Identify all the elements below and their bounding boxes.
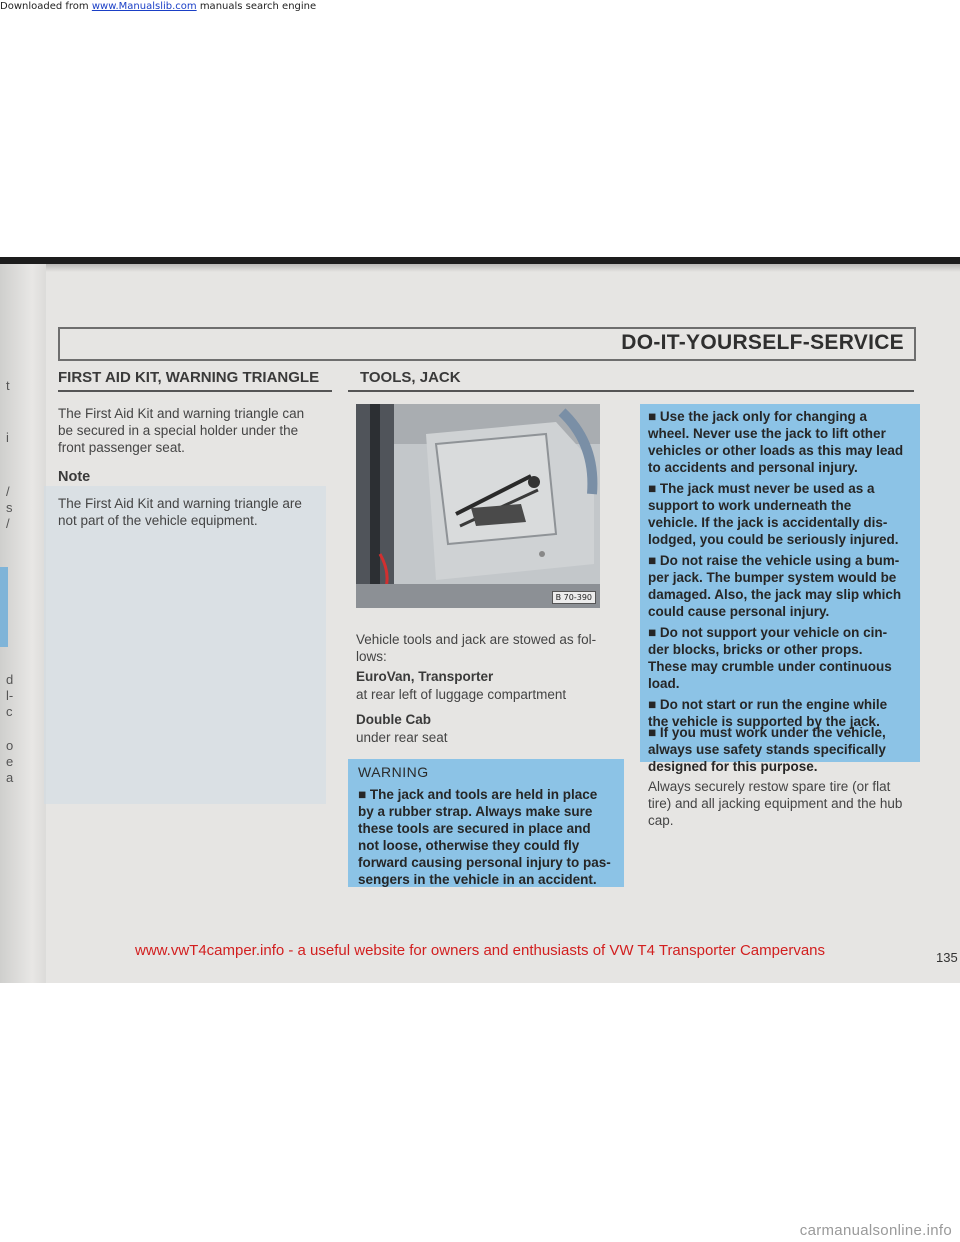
gutter-fragment: s <box>6 500 13 515</box>
jack-compartment-photo <box>356 404 600 608</box>
tools-intro <box>356 631 596 665</box>
text-line: vehicle. If the jack is accidentally dis- <box>648 515 888 530</box>
gutter-fragment: l- <box>6 688 14 703</box>
text-line: wheel. Never use the jack to lift other <box>648 426 886 441</box>
double-cab-label: Double Cab <box>356 712 432 727</box>
warning-bullet <box>648 408 922 476</box>
gutter-blue-strip <box>0 567 8 647</box>
section-header-box <box>58 327 916 361</box>
text-line: ■ Do not support your vehicle on cin- <box>648 625 888 640</box>
gutter-fragment: d <box>6 672 14 687</box>
text-line: The First Aid Kit and warning triangle can <box>58 406 305 421</box>
text-line: not part of the vehicle equipment. <box>58 513 258 528</box>
tools-jack-heading: TOOLS, JACK <box>360 369 461 386</box>
text-line: ■ Do not start or run the engine while <box>648 697 888 712</box>
gutter-fragment: t <box>6 378 10 393</box>
heading-rule-right <box>348 390 914 392</box>
manualslib-link[interactable]: www.Manualslib.com <box>91 1 197 12</box>
text-line: sengers in the vehicle in an accident. <box>358 872 597 887</box>
gutter-fragment: / <box>6 484 10 499</box>
text-line: the vehicle is supported by the jack. <box>648 714 880 729</box>
warning-bullet <box>648 624 922 692</box>
warning-title: WARNING <box>358 764 429 780</box>
text-line: ■ Do not raise the vehicle using a bum- <box>648 553 900 568</box>
first-aid-paragraph <box>58 405 304 456</box>
text-line: ■ If you must work under the vehicle, <box>648 725 886 740</box>
banner-suffix: manuals search engine <box>196 1 317 12</box>
text-line: Always securely restow spare tire (or flat <box>648 779 891 794</box>
banner-prefix: Downloaded from <box>0 1 92 12</box>
note-paragraph <box>58 495 302 529</box>
heading-rule-left <box>58 390 332 392</box>
text-line: could cause personal injury. <box>648 604 830 619</box>
photo-illustration <box>356 404 600 608</box>
text-line: These may crumble under continuous <box>648 659 892 674</box>
gutter-fragment: a <box>6 770 14 785</box>
eurovan-label: EuroVan, Transporter <box>356 669 494 684</box>
page-number: 135 <box>936 950 958 965</box>
text-line: ■ The jack must never be used as a <box>648 481 875 496</box>
page-top-edge <box>0 257 960 264</box>
gutter-fragment: o <box>6 738 14 753</box>
text-line: load. <box>648 676 680 691</box>
figure-code: B 70-390 <box>552 591 596 604</box>
text-line: support to work underneath the <box>648 498 852 513</box>
warning-bullet <box>648 724 922 775</box>
warning-bullet <box>648 552 922 620</box>
text-line: lodged, you could be seriously injured. <box>648 532 899 547</box>
double-cab-location: under rear seat <box>356 730 448 745</box>
text-line: tire) and all jacking equipment and the hub <box>648 796 903 811</box>
text-line: be secured in a special holder under the <box>58 423 299 438</box>
note-heading: Note <box>58 469 91 485</box>
gutter-fragment: i <box>6 430 9 445</box>
text-line: ■ Use the jack only for changing a <box>648 409 867 424</box>
text-line: vehicles or other loads as this may lead <box>648 443 904 458</box>
text-line: not loose, otherwise they could fly <box>358 838 580 853</box>
text-line: by a rubber strap. Always make sure <box>358 804 593 819</box>
text-line: cap. <box>648 813 674 828</box>
tools-warning-text <box>358 786 618 888</box>
text-line: The First Aid Kit and warning triangle are <box>58 496 302 511</box>
warning-bullet <box>648 480 922 548</box>
restow-paragraph <box>648 778 902 829</box>
carmanualsonline-logo: carmanualsonline.info <box>799 1222 952 1239</box>
download-banner <box>0 0 960 14</box>
text-line: Vehicle tools and jack are stowed as fol- <box>356 632 597 647</box>
gutter-fragment: c <box>6 704 13 719</box>
bleed-through-shade <box>44 486 326 804</box>
page-shadow <box>0 264 960 272</box>
text-line: these tools are secured in place and <box>358 821 591 836</box>
gutter-fragment: / <box>6 516 10 531</box>
text-line: to accidents and personal injury. <box>648 460 858 475</box>
gutter-fragment: e <box>6 754 14 769</box>
text-line: lows: <box>356 649 387 664</box>
eurovan-location: at rear left of luggage compartment <box>356 687 567 702</box>
first-aid-heading: FIRST AID KIT, WARNING TRIANGLE <box>58 369 320 386</box>
text-line: designed for this purpose. <box>648 759 818 774</box>
website-watermark: www.vwT4camper.info - a useful website for owners and enthusiasts of VW T4 Transporter Campervans <box>134 942 826 959</box>
text-line: front passenger seat. <box>58 440 185 455</box>
text-line: always use safety stands specifically <box>648 742 886 757</box>
text-line: ■ The jack and tools are held in place <box>358 787 598 802</box>
text-line: per jack. The bumper system would be <box>648 570 897 585</box>
text-line: der blocks, bricks or other props. <box>648 642 863 657</box>
text-line: damaged. Also, the jack may slip which <box>648 587 902 602</box>
text-line: forward causing personal injury to pas- <box>358 855 611 870</box>
section-title: DO-IT-YOURSELF-SERVICE <box>621 331 904 354</box>
